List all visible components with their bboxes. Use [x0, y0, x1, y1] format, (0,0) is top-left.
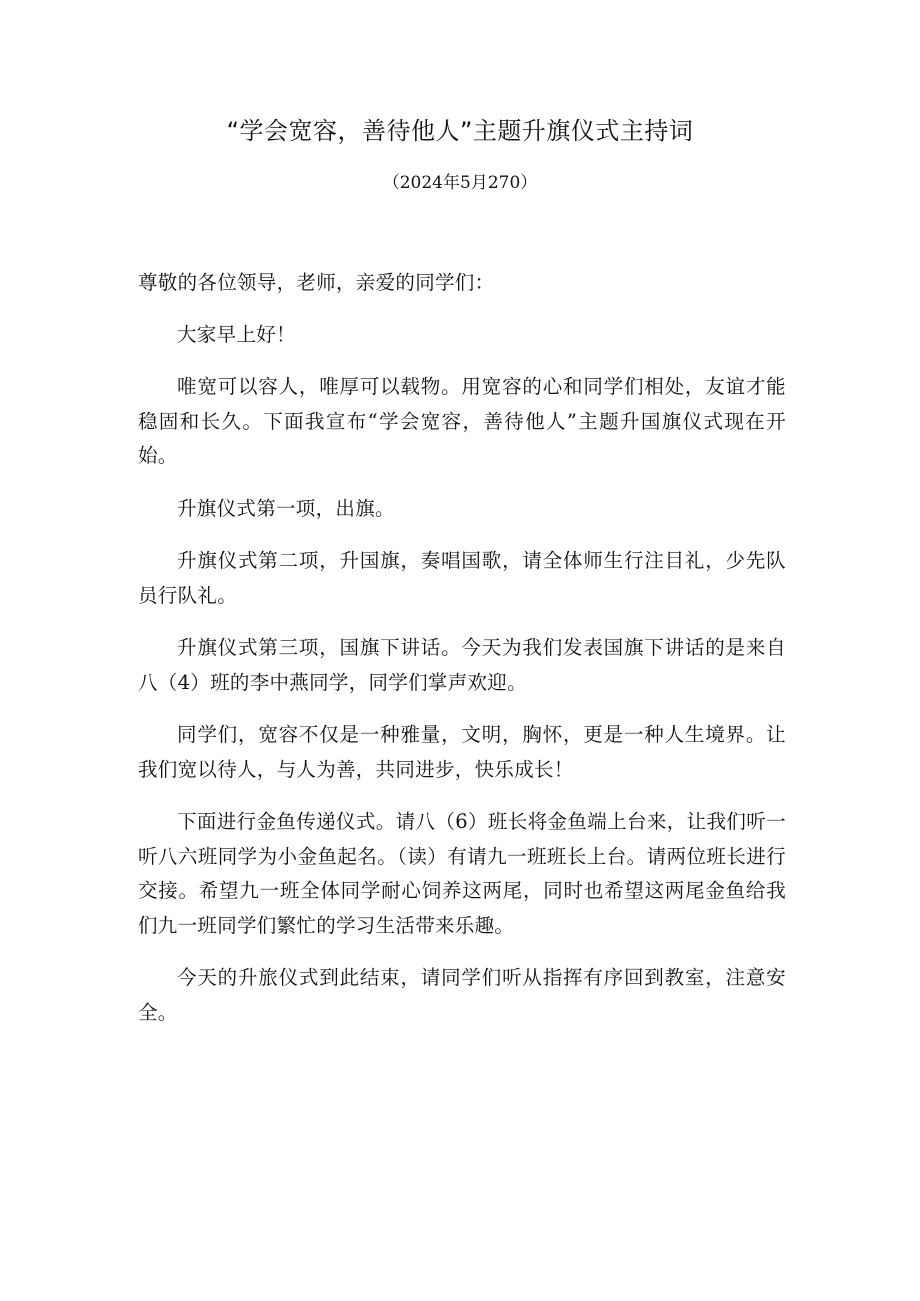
salutation: 尊敬的各位领导，老师，亲爱的同学们： [138, 271, 495, 294]
paragraph-opening: 唯宽可以容人，唯厚可以载物。用宽容的心和同学们相处，友谊才能稳固和长久。下面我宣布“学会宽容，善待他人”主题升国旗仪式现在开始。 [138, 375, 786, 467]
paragraph-step-one: 升旗仪式第一项，出旗。 [177, 496, 395, 520]
document-date: （2024年5月270） [382, 173, 538, 193]
paragraph-step-two: 升旗仪式第二项，升国旗，奏唱国歌，请全体师生行注目礼，少先队员行队礼。 [138, 549, 786, 607]
paragraph-speech-summary: 同学们，宽容不仅是一种雅量，文明，胸怀，更是一种人生境界。让我们宽以待人，与人为善，共同进步，快乐成长！ [138, 723, 786, 781]
document-title: “学会宽容，善待他人”主题升旗仪式主持词 [226, 117, 694, 145]
paragraph-goldfish-ceremony: 下面进行金鱼传递仪式。请八（6）班长将金鱼端上台来，让我们听一听八六班同学为小金鱼起名。（读）有请九一班班长上台。请两位班长进行交接。希望九一班全体同学耐心饲养这两尾，同时也希望这两尾金鱼给我们九一班同学们繁忙的学习生活带来乐趣。 [138, 810, 786, 937]
paragraph-closing: 今天的升旅仪式到此结束，请同学们听从指挥有序回到教室，注意安全。 [138, 966, 786, 1024]
paragraph-greeting: 大家早上好！ [177, 322, 296, 346]
paragraph-step-three: 升旗仪式第三项，国旗下讲话。今天为我们发表国旗下讲话的是来自八（4）班的李中燕同学，同学们掌声欢迎。 [138, 636, 786, 694]
document-body [138, 266, 786, 1048]
